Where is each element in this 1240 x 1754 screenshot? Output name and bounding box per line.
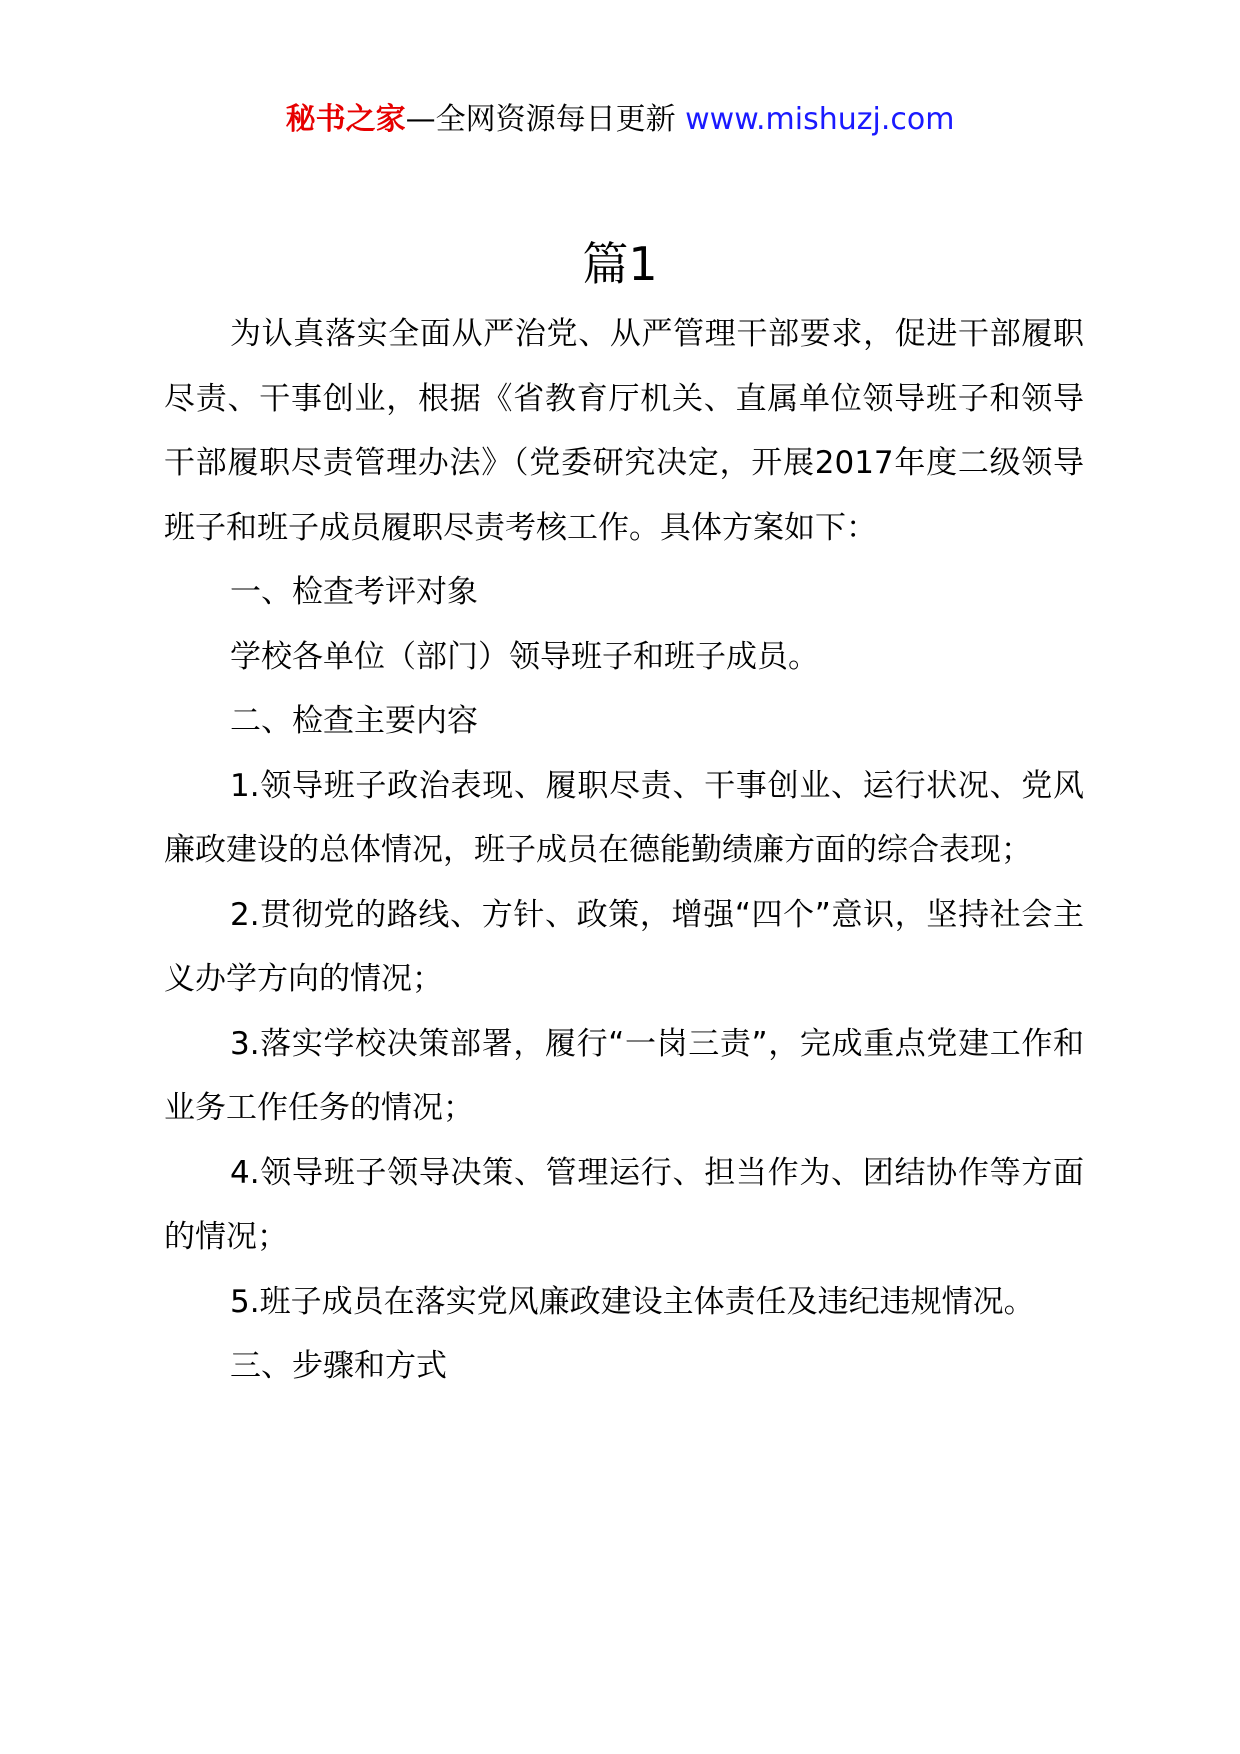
site-tagline: —全网资源每日更新 bbox=[405, 102, 676, 137]
document-title: 篇1 bbox=[582, 237, 658, 291]
site-brand: 秘书之家 bbox=[285, 102, 406, 137]
list-item-1: 1.领导班子政治表现、履职尽责、干事创业、运行状况、党风廉政建设的总体情况，班子成员在德能勤绩廉方面的综合表现； bbox=[164, 767, 1084, 868]
list-item-4: 4.领导班子领导决策、管理运行、担当作为、团结协作等方面的情况； bbox=[164, 1154, 1084, 1255]
site-header bbox=[0, 100, 1240, 140]
section-heading-1: 一、检查考评对象 bbox=[230, 574, 478, 610]
section-heading-3: 三、步骤和方式 bbox=[230, 1348, 447, 1384]
site-url-link[interactable]: www.mishuzj.com bbox=[685, 102, 955, 137]
body-paragraph: 学校各单位（部门）领导班子和班子成员。 bbox=[230, 638, 819, 675]
section-heading-2: 二、检查主要内容 bbox=[230, 703, 478, 739]
list-item-3: 3.落实学校决策部署，履行“一岗三责”，完成重点党建工作和业务工作任务的情况； bbox=[164, 1025, 1084, 1126]
list-item-5: 5.班子成员在落实党风廉政建设主体责任及违纪违规情况。 bbox=[230, 1283, 1035, 1320]
intro-paragraph: 为认真落实全面从严治党、从严管理干部要求，促进干部履职尽责、干事创业，根据《省教育厅机关、直属单位领导班子和领导干部履职尽责管理办法》（党委研究决定，开展2017年度二级领导班子和班子成员履职尽责考核工作。具体方案如下： bbox=[164, 316, 1084, 546]
document-body bbox=[164, 302, 1084, 1399]
list-item-2: 2.贯彻党的路线、方针、政策，增强“四个”意识，坚持社会主义办学方向的情况； bbox=[164, 896, 1084, 997]
